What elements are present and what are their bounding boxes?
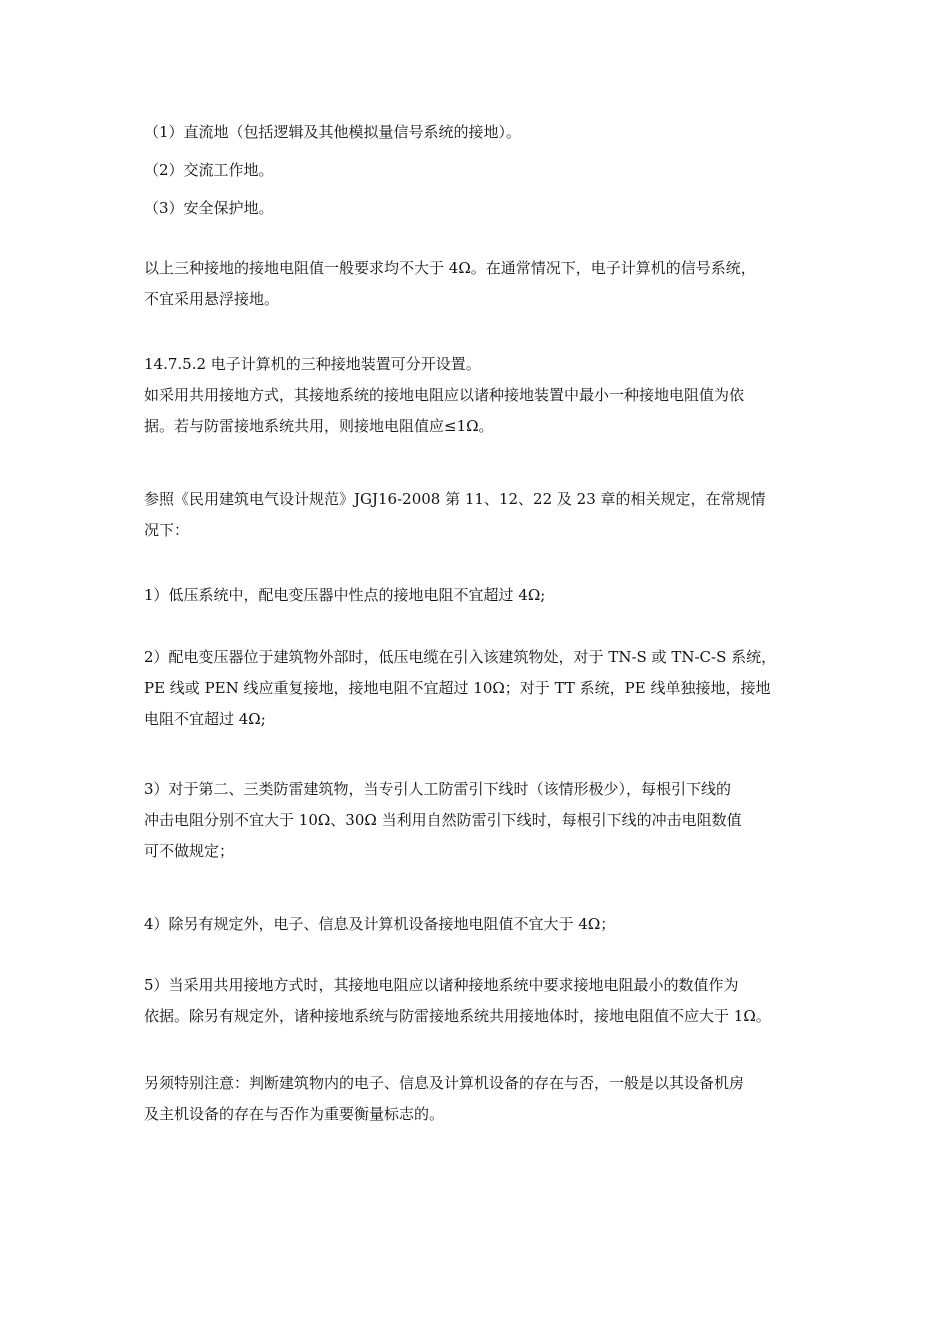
text-line: 2）配电变压器位于建筑物外部时，低压电缆在引入该建筑物处，对于 TN-S 或 TN-C-S 系统， [144, 648, 777, 666]
text-line: 冲击电阻分别不宜大于 10Ω、30Ω 当利用自然防雷引下线时，每根引下线的冲击电阻数值 [144, 811, 742, 829]
text-line: 5）当采用共用接地方式时，其接地电阻应以诸种接地系统中要求接地电阻最小的数值作为 [144, 976, 739, 994]
paragraph-special-note [144, 1068, 808, 1130]
text-line: 以上三种接地的接地电阻值一般要求均不大于 4Ω。在通常情况下，电子计算机的信号系统， [144, 259, 756, 277]
text-line: 况下： [144, 521, 190, 539]
rule-item-3 [144, 774, 808, 867]
rule-item-4 [144, 909, 808, 940]
paragraph-shared-grounding [144, 380, 808, 442]
list-item-safety-ground [144, 193, 808, 224]
text-line: 4）除另有规定外，电子、信息及计算机设备接地电阻值不宜大于 4Ω； [144, 915, 616, 933]
text-line: （3）安全保护地。 [144, 199, 274, 217]
text-line: 据。若与防雷接地系统共用，则接地电阻值应≤1Ω。 [144, 417, 494, 435]
paragraph-resistance-requirement [144, 253, 808, 315]
rule-item-5 [144, 970, 808, 1032]
paragraph-code-reference [144, 484, 808, 546]
rule-item-1 [144, 580, 808, 611]
text-line: 电阻不宜超过 4Ω; [144, 710, 266, 728]
text-line: 如采用共用接地方式，其接地系统的接地电阻应以诸种接地装置中最小一种接地电阻值为依 [144, 386, 745, 404]
list-item-ac-ground [144, 155, 808, 186]
text-line: 1）低压系统中，配电变压器中性点的接地电阻不宜超过 4Ω; [144, 586, 546, 604]
text-line: 另须特别注意：判断建筑物内的电子、信息及计算机设备的存在与否，一般是以其设备机房 [144, 1074, 745, 1092]
text-line: 依据。除另有规定外，诸种接地系统与防雷接地系统共用接地体时，接地电阻值不应大于 1Ω。 [144, 1007, 771, 1025]
rule-item-2 [144, 642, 808, 735]
text-line: PE 线或 PEN 线应重复接地，接地电阻不宜超过 10Ω；对于 TT 系统，PE 线单独接地，接地 [144, 679, 771, 697]
text-line: （1）直流地（包括逻辑及其他模拟量信号系统的接地）。 [144, 123, 522, 141]
section-heading-14-7-5-2 [144, 349, 808, 380]
text-line: 3）对于第二、三类防雷建筑物，当专引人工防雷引下线时（该情形极少），每根引下线的 [144, 780, 732, 798]
text-line: 不宜采用悬浮接地。 [144, 290, 280, 308]
text-line: 14.7.5.2 电子计算机的三种接地装置可分开设置。 [144, 355, 481, 373]
list-item-dc-ground [144, 117, 808, 148]
text-line: 可不做规定； [144, 842, 235, 860]
text-line: 及主机设备的存在与否作为重要衡量标志的。 [144, 1105, 445, 1123]
text-line: （2）交流工作地。 [144, 161, 274, 179]
text-line: 参照《民用建筑电气设计规范》JGJ16-2008 第 11、12、22 及 23 章的相关规定，在常规情 [144, 490, 766, 508]
